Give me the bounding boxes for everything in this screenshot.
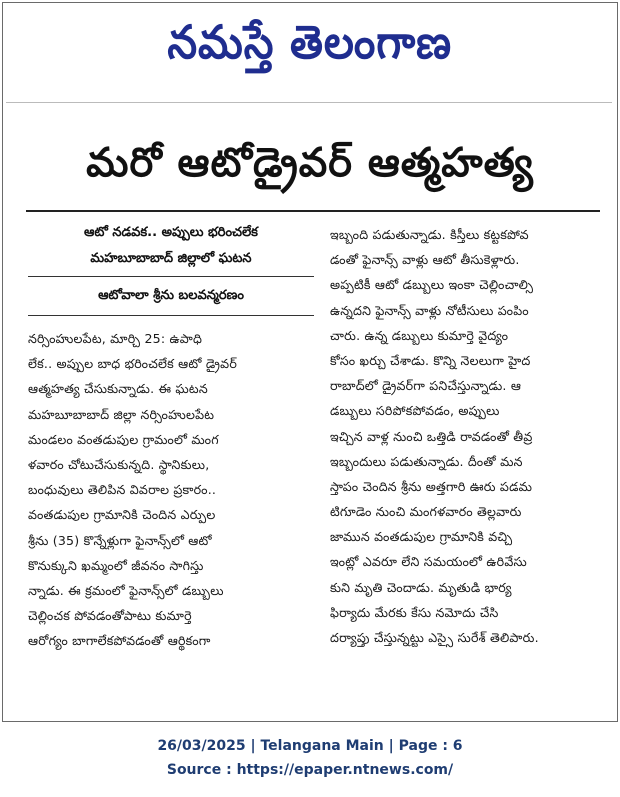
caption-date-line: 26/03/2025 | Telangana Main | Page : 6	[157, 738, 463, 754]
body-line: న్నాడు. ఈ క్రమంలో ఫైనాన్స్‌లో డబ్బులు	[28, 582, 224, 598]
body-line: మండలం వంతడుపుల గ్రామంలో మంగ	[28, 431, 219, 447]
subheading-2: మహబూబాబాద్ జిల్లాలో ఘటన	[90, 251, 252, 266]
body-line: ళవారం చోటుచేసుకున్నది. స్థానికులు,	[28, 456, 210, 472]
body-line: శ్రీను (35) కొన్నేళ్లుగా ఫైనాన్స్‌లో ఆటో	[28, 532, 212, 548]
body-line: కుని మృతి చెందాడు. మృతుడి భార్య	[330, 579, 512, 595]
subheading-divider	[28, 276, 314, 277]
subheading-3: ఆటోవాలా శ్రీను బలవన్మరణం	[98, 288, 244, 303]
body-line: జామున వంతడుపుల గ్రామానికి వచ్చి	[330, 529, 513, 545]
masthead-title: నమస్తే తెలంగాణ	[167, 15, 453, 69]
body-line: డబ్బులు సరిపోకపోవడం, అప్పులు	[330, 403, 500, 419]
body-line: ఇబ్బందులు పడుతున్నాడు. దీంతో మన	[330, 453, 523, 469]
body-line: లేక.. అప్పుల బాధ భరించలేక ఆటో డ్రైవర్	[28, 356, 237, 372]
subheading-divider-bottom	[28, 315, 314, 316]
body-line: ఉన్నదని ఫైనాన్స్ వాళ్లు నోటీసులు పంపిం	[330, 302, 529, 318]
body-line: డంతో ఫైనాన్స్ వాళ్లు ఆటో తీసుకెళ్లారు.	[330, 252, 520, 268]
source-caption	[0, 734, 620, 782]
left-column-body	[28, 326, 314, 653]
body-line: దర్యాప్తు చేస్తున్నట్టు ఎస్సై సురేశ్ తెలిపారు.	[330, 630, 539, 645]
body-line: ఇబ్బంది పడుతున్నాడు. కిస్తీలు కట్టకపోవ	[330, 227, 529, 242]
caption-source-line: Source : https://epaper.ntnews.com/	[166, 762, 454, 778]
masthead-divider	[6, 102, 612, 103]
body-line: స్తాపం చెందిన శ్రీను అత్తగారి ఊరు పడమ	[330, 478, 533, 494]
body-line: చారు. ఉన్న డబ్బులు కుమార్తె వైద్యం	[330, 327, 509, 343]
body-line: కొనుక్కుని ఖమ్మంలో జీవనం సాగిస్తు	[28, 557, 204, 573]
body-line: కోసం ఖర్చు చేశాడు. కొన్ని నెలలుగా హైద	[330, 352, 531, 368]
body-line: ఇచ్చిన వాళ్ల నుంచి ఒత్తిడి రావడంతో తీవ్ర	[330, 428, 533, 444]
body-line: చెల్లించక పోవడంతోపాటు కుమార్తె	[28, 608, 192, 624]
body-line: అప్పటికీ ఆటో డబ్బులు ఇంకా చెల్లించాల్సి	[330, 277, 534, 293]
article-column-right	[330, 222, 606, 650]
body-line: ఫిర్యాదు మేరకు కేసు నమోదు చేసి	[330, 604, 499, 620]
body-line: రాబాద్‌లో డ్రైవర్‌గా పనిచేస్తున్నాడు. ఆ	[330, 378, 522, 394]
headline-divider	[26, 210, 600, 212]
body-line: టిగూడెం నుంచి మంగళవారం తెల్లవారు	[330, 504, 522, 520]
article-column-left	[28, 220, 314, 653]
body-line: నర్సింహులపేట, మార్చి 25: ఉపాధి	[28, 331, 203, 346]
body-line: మహబూబాబాద్ జిల్లా నర్సింహులపేట	[28, 406, 215, 422]
body-line: ఆత్మహత్య చేసుకున్నాడు. ఈ ఘటన	[28, 381, 208, 397]
newspaper-masthead	[0, 6, 620, 78]
body-line: బంధువులు తెలిపిన వివరాల ప్రకారం..	[28, 482, 217, 498]
article-headline: మరో ఆటోడ్రైవర్ ఆత్మహత్య	[86, 140, 534, 186]
subheading-1: ఆటో నడవక.. అప్పులు భరించలేక	[84, 225, 258, 240]
body-line: వంతడుపుల గ్రామానికి చెందిన ఎర్పుల	[28, 507, 216, 523]
body-line: ఆరోగ్యం బాగాలేకపోవడంతో ఆర్థికంగా	[28, 633, 211, 649]
body-line: ఇంట్లో ఎవరూ లేని సమయంలో ఉరివేసు	[330, 554, 527, 570]
